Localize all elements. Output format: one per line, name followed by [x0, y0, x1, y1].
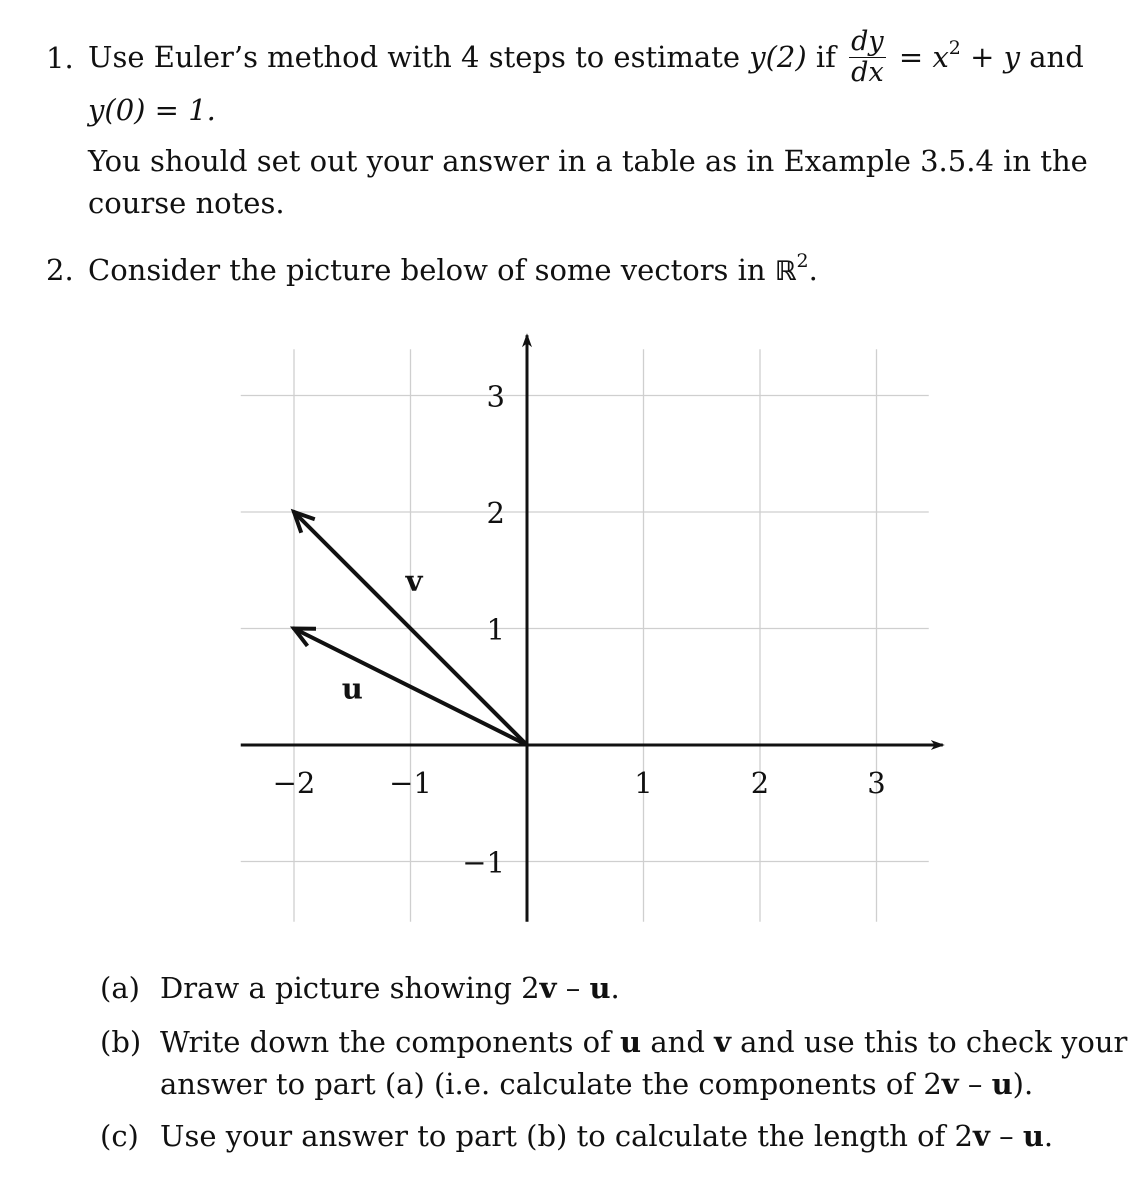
fraction-numerator: dy [851, 25, 884, 57]
part-a-label: (a) [100, 971, 140, 1005]
fraction-denominator: dx [851, 56, 884, 88]
x-tick-label: 3 [867, 766, 886, 800]
part-b-label: (b) [100, 1025, 142, 1059]
y-tick-label: 1 [486, 612, 505, 647]
real-space-symbol: ℝ [774, 256, 797, 287]
x-tick-label: −1 [389, 766, 432, 800]
vector-u-label: u [341, 671, 363, 706]
real-space-exponent: 2 [796, 250, 809, 272]
y-tick-label: 2 [486, 496, 505, 530]
question-2-sentence: Consider the picture below of some vectors in [88, 253, 775, 287]
instruction-line-1: You should set out your answer in a table as in Example 3.5.4 in the [88, 144, 1088, 178]
question-2-text [88, 252, 818, 290]
rhs-exponent: 2 [948, 37, 961, 59]
part-b-text-line-2: answer to part (a) (i.e. calculate the components of 2v – u). [160, 1067, 1034, 1101]
estimate-expression: y(2) [749, 40, 807, 74]
x-tick-label: 2 [750, 766, 770, 800]
question-2-period: . [808, 253, 818, 287]
part-b-text-line-1: Write down the components of u and v and use this to check your [160, 1025, 1128, 1059]
question-1-line-1 [88, 22, 1084, 92]
question-1-number: 1. [46, 41, 74, 75]
rhs-y: y [1003, 40, 1021, 74]
x-tick-label: 1 [634, 766, 653, 800]
and-word: and [1020, 40, 1084, 74]
tick-labels [273, 380, 886, 880]
dy-dx-fraction [849, 27, 886, 88]
rhs-plus: + [960, 40, 1004, 74]
grid [241, 349, 929, 922]
rhs-x: x [932, 40, 949, 74]
part-a-text: Draw a picture showing 2v – u. [160, 971, 620, 1005]
part-c-label: (c) [100, 1119, 139, 1153]
initial-condition: y(0) = 1. [88, 93, 216, 127]
y-tick-label: 3 [486, 379, 505, 414]
equals-sign: = [889, 40, 933, 74]
if-word: if [806, 40, 846, 74]
vector-figure [230, 330, 950, 930]
part-c-text: Use your answer to part (b) to calculate the length of 2v – u. [160, 1119, 1054, 1153]
vector-v-label: v [405, 564, 423, 599]
x-tick-label: −2 [272, 766, 316, 800]
question-1-text: Use Euler’s method with 4 steps to estimate [88, 40, 750, 74]
y-tick-label: −1 [462, 845, 505, 880]
question-2-number: 2. [46, 253, 74, 287]
instruction-line-2: course notes. [88, 186, 285, 220]
